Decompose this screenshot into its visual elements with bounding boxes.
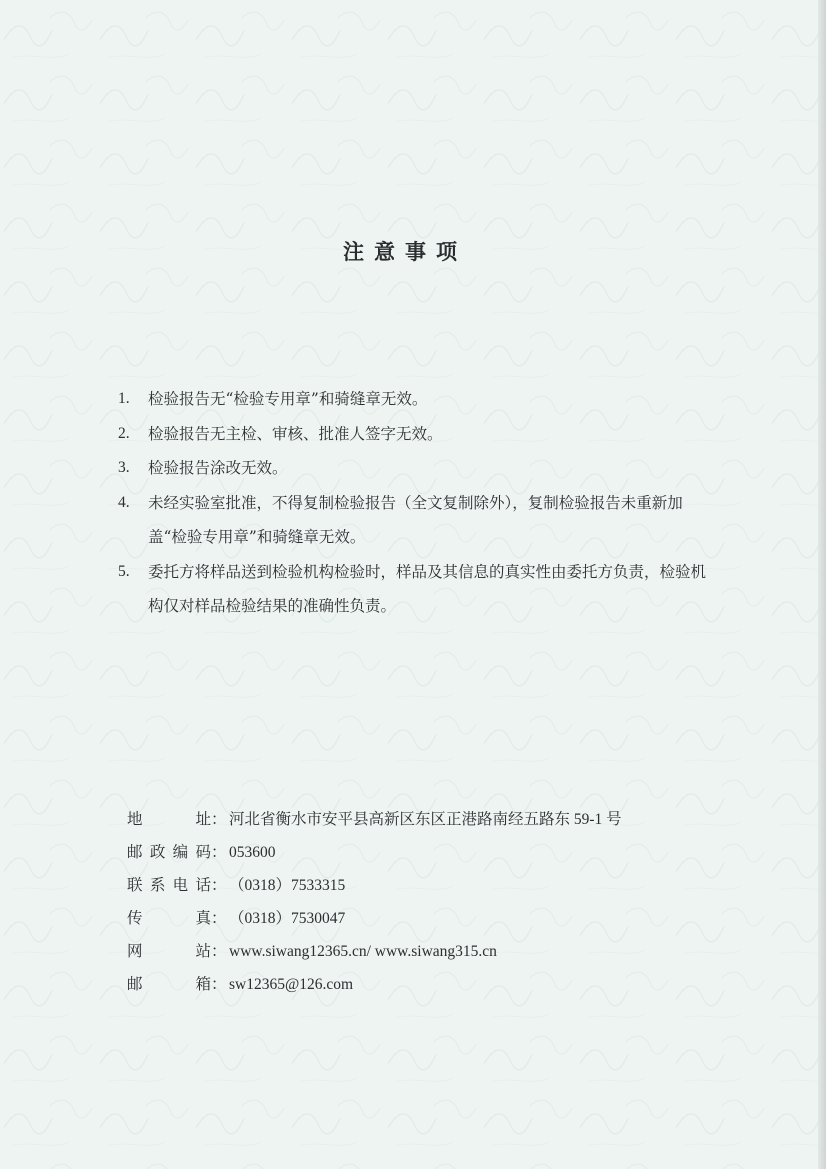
note-item-5 — [118, 555, 718, 624]
note-number: 3. — [118, 459, 130, 476]
address-label: 地址 — [127, 810, 211, 828]
note-number: 1. — [118, 390, 130, 407]
contact-row-fax: 传真 ： （0318）7530047 — [127, 902, 622, 935]
postcode-label: 邮政编码 — [127, 843, 211, 861]
contact-row-email: 邮箱 ： sw12365@126.com — [127, 968, 622, 1001]
note-item-4 — [118, 486, 718, 555]
contact-row-website: 网站 ： www.siwang12365.cn/ www.siwang315.cn — [127, 935, 622, 968]
note-text: 委托方将样品送到检验机构检验时，样品及其信息的真实性由委托方负责，检验机构仅对样品检验结果的准确性负责。 — [148, 562, 707, 615]
fax-value: （0318）7530047 — [229, 910, 346, 927]
note-item-1 — [118, 382, 718, 417]
postcode-value: 053600 — [229, 844, 276, 861]
page-title: 注意事项 — [343, 239, 467, 264]
note-text: 未经实验室批准，不得复制检验报告（全文复制除外），复制检验报告未重新加盖“检验专用章”和骑缝章无效。 — [148, 493, 683, 546]
contact-row-phone: 联系电话 ： （0318）7533315 — [127, 869, 622, 902]
note-text: 检验报告涂改无效。 — [148, 459, 288, 477]
note-number: 4. — [118, 493, 130, 511]
contact-row-postcode: 邮政编码 ： 053600 — [127, 836, 622, 869]
phone-label: 联系电话 — [127, 876, 211, 894]
note-text: 检验报告无“检验专用章”和骑缝章无效。 — [148, 390, 428, 408]
note-number: 2. — [118, 424, 130, 442]
scan-edge — [818, 0, 826, 1169]
website-value: www.siwang12365.cn/ www.siwang315.cn — [229, 943, 497, 960]
note-number: 5. — [118, 562, 130, 580]
contact-info — [127, 803, 622, 1001]
email-label: 邮箱 — [127, 975, 211, 993]
fax-label: 传真 — [127, 909, 211, 927]
note-item-3 — [118, 451, 718, 486]
note-text: 检验报告无主检、审核、批准人签字无效。 — [148, 424, 443, 443]
contact-row-address: 地址 ： 河北省衡水市安平县高新区东区正港路南经五路东 59-1 号 — [127, 803, 622, 836]
phone-value: （0318）7533315 — [229, 877, 346, 894]
note-item-2 — [118, 417, 718, 452]
email-value: sw12365@126.com — [229, 976, 354, 993]
notes-list — [118, 382, 718, 624]
address-value: 河北省衡水市安平县高新区东区正港路南经五路东 59-1 号 — [229, 811, 622, 828]
website-label: 网站 — [127, 942, 211, 960]
